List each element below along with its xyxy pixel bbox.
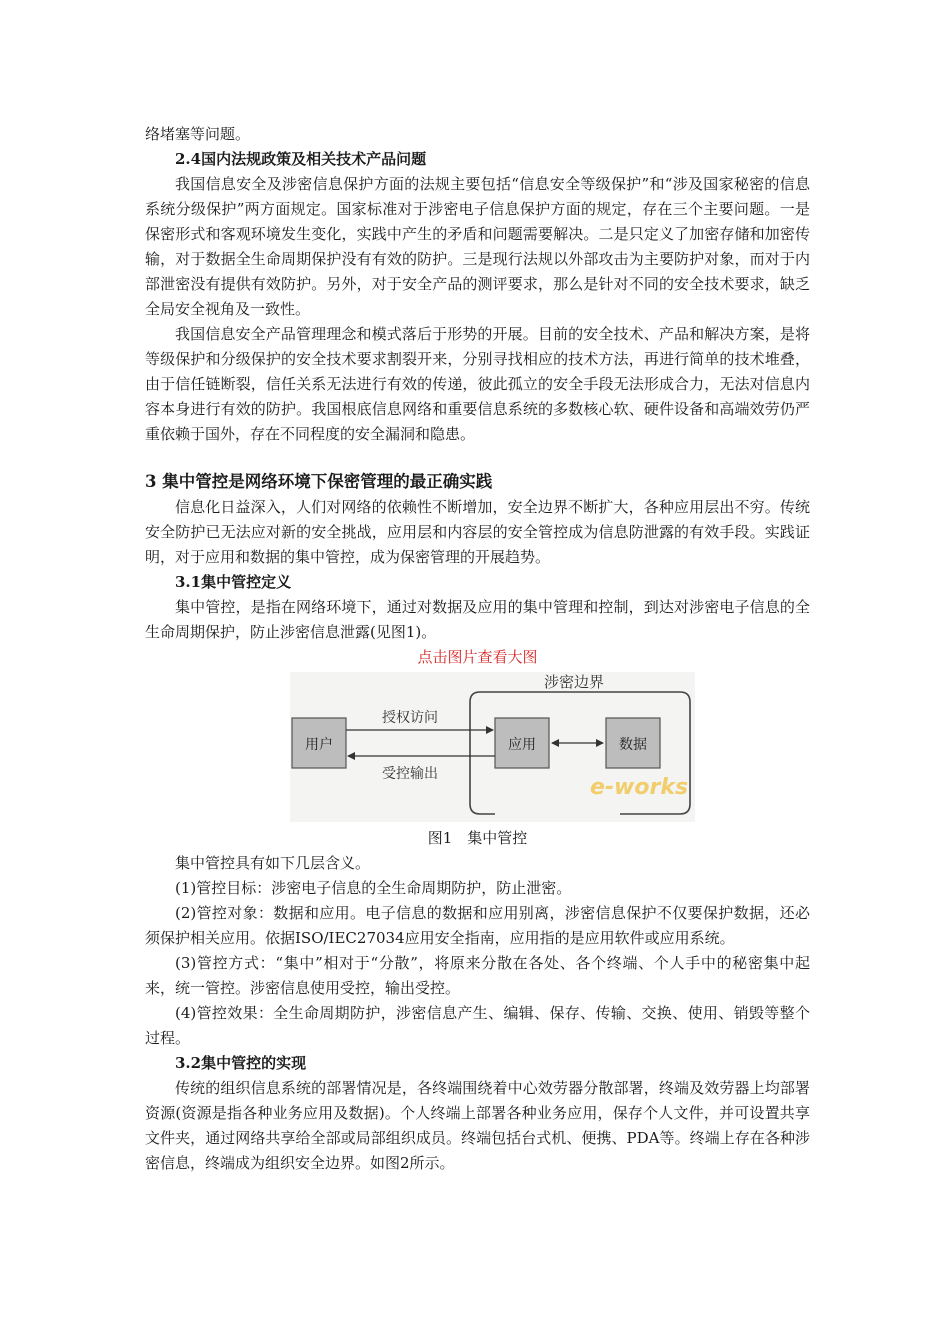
- figure-caption: 图1 集中管控: [427, 829, 528, 847]
- section-heading-3: 3 集中管控是网络环境下保密管理的最正确实践: [145, 472, 493, 491]
- app-label: 应用: [508, 737, 536, 753]
- controlled-output-label: 受控输出: [382, 766, 438, 782]
- document-body: [145, 122, 810, 1176]
- paragraph: 信息化日益深入，人们对网络的依赖性不断增加，安全边界不断扩大，各种应用层出不穷。传统安全防护已无法应对新的安全挑战，应用层和内容层的安全管控成为信息防泄露的有效手段。实践证明，对于应用和数据的集中管控，成为保密管理的开展趋势。: [145, 498, 810, 566]
- user-label: 用户: [305, 737, 333, 753]
- paragraph: 我国信息安全产品管理理念和模式落后于形势的开展。目前的安全技术、产品和解决方案，是将等级保护和分级保护的安全技术要求割裂开来，分别寻找相应的技术方法，再进行简单的技术堆叠，由于信任链断裂，信任关系无法进行有效的传递，彼此孤立的安全手段无法形成合力，无法对信息内容本身进行有效的防护。我国根底信息网络和重要信息系统的多数核心软、硬件设备和高端效劳仍严重依赖于国外，存在不同程度的安全漏洞和隐患。: [145, 325, 810, 443]
- subsection-heading-3-1: 3.1集中管控定义: [175, 573, 292, 591]
- e-works-watermark: e-works: [590, 775, 689, 800]
- paragraph: 传统的组织信息系统的部署情况是，各终端围绕着中心效劳器分散部署，终端及效劳器上均部署资源(资源是指各种业务应用及数据)。个人终端上部署各种业务应用，保存个人文件，并可设置共享文件夹，通过网络共享给全部或局部组织成员。终端包括台式机、便携、PDA等。终端上存在各种涉密信息，终端成为组织安全边界。如图2所示。: [145, 1079, 810, 1172]
- data-label: 数据: [619, 737, 647, 753]
- security-boundary-label: 涉密边界: [543, 673, 605, 691]
- paragraph: 我国信息安全及涉密信息保护方面的法规主要包括“信息安全等级保护”和“涉及国家秘密的信息系统分级保护”两方面规定。国家标准对于涉密电子信息保护方面的规定，存在三个主要问题。一是保密形式和客观环境发生变化，实践中产生的矛盾和问题需要解决。二是只定义了加密存储和加密传输，对于数据全生命周期保护没有有效的防护。三是现行法规以外部攻击为主要防护对象，而对于内部泄密没有提供有效防护。另外，对于安全产品的测评要求，那么是针对不同的安全技术要求，缺乏全局安全视角及一致性。: [145, 175, 810, 318]
- subsection-heading-3-2: 3.2集中管控的实现: [175, 1054, 307, 1072]
- list-item: (2)管控对象：数据和应用。电子信息的数据和应用别离，涉密信息保护不仅要保护数据，还必须保护相关应用。依据ISO/IEC27034应用安全指南，应用指的是应用软件或应用系统。: [145, 904, 810, 947]
- list-item: (1)管控目标：涉密电子信息的全生命周期防护，防止泄密。: [175, 879, 572, 897]
- list-item: (3)管控方式：“集中”相对于“分散”，将原来分散在各处、各个终端、个人手中的秘密集中起来，统一管控。涉密信息使用受控，输出受控。: [145, 954, 810, 997]
- centralized-control-diagram: [290, 672, 695, 822]
- paragraph: 络堵塞等问题。: [145, 125, 251, 143]
- paragraph: 集中管控，是指在网络环境下，通过对数据及应用的集中管理和控制，到达对涉密电子信息的全生命周期保护，防止涉密信息泄露(见图1)。: [145, 598, 810, 641]
- figure-1[interactable]: [145, 672, 810, 822]
- subsection-heading-2-4: 2.4国内法规政策及相关技术产品问题: [175, 150, 427, 168]
- paragraph: 集中管控具有如下几层含义。: [175, 854, 371, 872]
- authorized-access-label: 授权访问: [382, 710, 438, 726]
- view-large-image-link[interactable]: 点击图片查看大图: [417, 648, 538, 666]
- list-item: (4)管控效果：全生命周期防护，涉密信息产生、编辑、保存、传输、交换、使用、销毁等整个过程。: [145, 1004, 810, 1047]
